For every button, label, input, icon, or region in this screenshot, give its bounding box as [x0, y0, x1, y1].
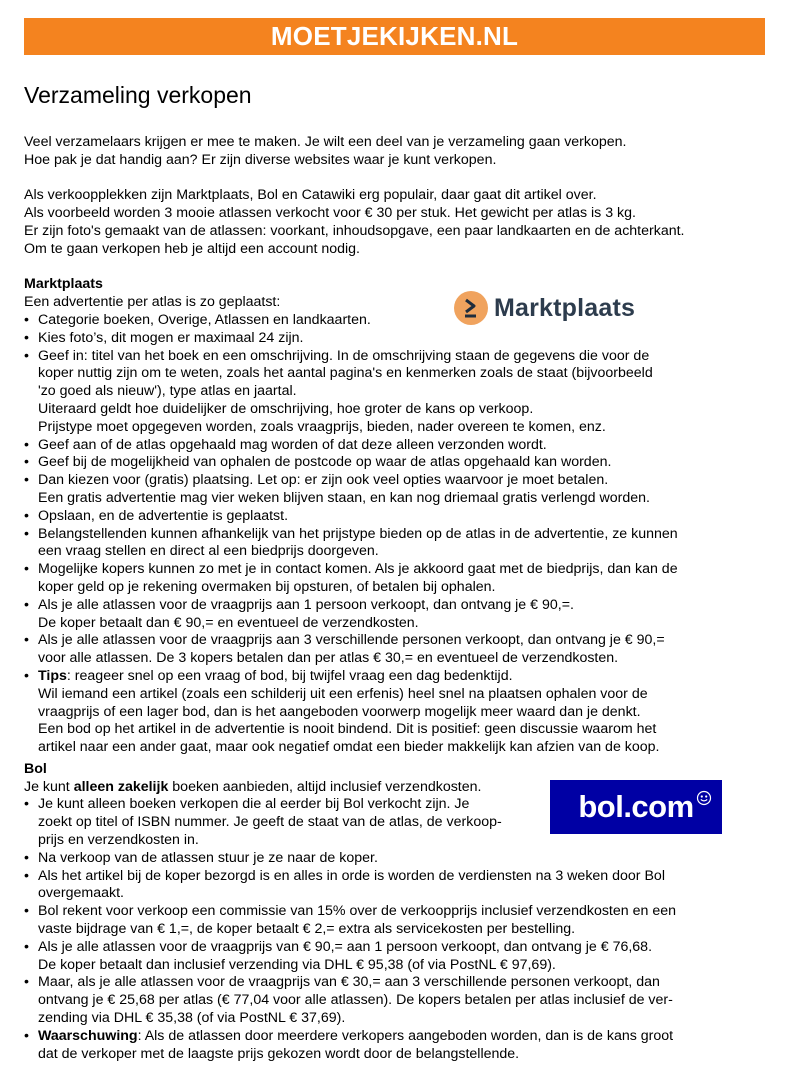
- text-line: • Dan kiezen voor (gratis) plaatsing. Let op: er zijn ook veel opties waarvoor je moet betalen.: [38, 472, 609, 489]
- site-name: MOETJEKIJKEN.NL: [270, 21, 519, 51]
- list-item: [24, 472, 764, 508]
- warning-label: Waarschuwing: [38, 1027, 138, 1044]
- list-item: [24, 668, 764, 757]
- text-line: • Opslaan, en de advertentie is geplaatst.: [38, 507, 289, 524]
- marktplaats-heading: Marktplaats: [24, 276, 103, 293]
- text-line: De koper betaalt dan inclusief verzending via DHL € 95,38 (of via PostNL € 97,69).: [38, 956, 556, 973]
- text-line: • Als je alle atlassen voor de vraagprijs van € 90,= aan 1 persoon verkoopt, dan ontvang je € 76,68.: [38, 938, 653, 955]
- text-line: een vraag stellen en direct al een biedprijs doorgeven.: [38, 543, 379, 560]
- list-item: [24, 330, 764, 348]
- bol-bullet-list: [24, 796, 764, 1027]
- bol-logo-text: bol.com: [578, 789, 694, 824]
- text-line: De koper betaalt dan € 90,= en eventueel de verzendkosten.: [38, 614, 419, 631]
- list-item: [24, 508, 764, 526]
- bol-lead: [24, 779, 764, 797]
- text-line: Prijstype moet opgegeven worden, zoals vraagprijs, bieden, nader overeen te komen, enz.: [38, 418, 606, 435]
- text-line: • Categorie boeken, Overige, Atlassen en landkaarten.: [38, 311, 371, 328]
- marktplaats-tips: [24, 668, 764, 757]
- text-line: : reageer snel op een vraag of bod, bij twijfel vraag een dag bedenktijd.: [66, 667, 513, 684]
- text-line: Om te gaan verkopen heb je altijd een account nodig.: [24, 240, 360, 257]
- list-item: [24, 868, 764, 904]
- text-line: koper nuttig zijn om te weten, zoals het aantal pagina's en kenmerken zoals de staat (bijvoorbeeld: [38, 365, 653, 382]
- marktplaats-lead: Een advertentie per atlas is zo geplaatst:: [24, 294, 281, 311]
- text-line: • Maar, als je alle atlassen voor de vraagprijs van € 30,= aan 3 verschillende personen verkoopt, dan: [38, 974, 660, 991]
- list-item: [24, 850, 764, 868]
- text-line: • Als je alle atlassen voor de vraagprijs aan 1 persoon verkoopt, dan ontvang je € 90,=.: [38, 596, 574, 613]
- list-item: [24, 597, 764, 633]
- text-line: Er zijn foto's gemaakt van de atlassen: voorkant, inhoudsopgave, een paar landkaarten en de achterkant.: [24, 222, 685, 239]
- text-line: voor alle atlassen. De 3 kopers betalen dan per atlas € 30,= en eventueel de verzendkosten.: [38, 650, 619, 667]
- list-item: [24, 1028, 764, 1064]
- text-line: prijs en verzendkosten in.: [38, 832, 199, 849]
- text-span: boeken aanbieden, altijd inclusief verzendkosten.: [168, 778, 482, 795]
- list-item: [24, 526, 764, 562]
- text-line: vaste bijdrage van € 1,=, de koper betaalt € 2,= extra als servicekosten per bestelling.: [38, 921, 576, 938]
- intro-paragraph-2: [24, 187, 764, 258]
- text-line: Een gratis advertentie mag vier weken blijven staan, en kan nog driemaal gratis verlengd worden.: [38, 489, 650, 506]
- list-item: [24, 437, 764, 455]
- text-line: • Mogelijke kopers kunnen zo met je in contact komen. Als je akkoord gaat met de biedprijs, dan kan de: [38, 561, 678, 578]
- text-line: : Als de atlassen door meerdere verkopers aangeboden worden, dan is de kans groot: [137, 1027, 674, 1044]
- list-item: [24, 632, 764, 668]
- text-line: • Geef in: titel van het boek en een omschrijving. In de omschrijving staan de gegevens die voor de: [38, 347, 650, 364]
- list-item: [24, 903, 764, 939]
- text-line: 'zo goed als nieuw'), type atlas en jaartal.: [38, 383, 297, 400]
- page-title: Verzameling verkopen: [24, 82, 252, 108]
- text-line: • Je kunt alleen boeken verkopen die al eerder bij Bol verkocht zijn. Je: [38, 796, 470, 813]
- text-line: ontvang je € 25,68 per atlas (€ 77,04 voor alle atlassen). De kopers betalen per atlas inclusief de ver-: [38, 992, 673, 1009]
- text-line: vraagprijs of een lager bod, dan is het aangeboden voorwerp mogelijk meer waard dan je denkt.: [38, 703, 641, 720]
- text-line: • Kies foto’s, dit mogen er maximaal 24 zijn.: [38, 329, 304, 346]
- bold-span: alleen zakelijk: [73, 778, 169, 795]
- text-line: Een bod op het artikel in de advertentie is nooit bindend. Dit is positief: geen discussie waarom het: [38, 721, 657, 738]
- text-line: Als voorbeeld worden 3 mooie atlassen verkocht voor € 30 per stuk. Het gewicht per atlas is 3 kg.: [24, 205, 636, 222]
- text-line: dat de verkoper met de laagste prijs gekozen wordt door de belangstellende.: [38, 1045, 520, 1062]
- text-span: Je kunt: [24, 778, 74, 795]
- text-line: • Bol rekent voor verkoop een commissie van 15% over de verkoopprijs inclusief verzendkosten en een: [38, 903, 676, 920]
- site-banner: [24, 18, 765, 55]
- intro-paragraph-1: [24, 134, 764, 170]
- text-line: • Als je alle atlassen voor de vraagprijs aan 3 verschillende personen verkoopt, dan ontvang je € 90,=: [38, 632, 665, 649]
- list-item: [24, 796, 548, 849]
- list-item: [24, 454, 764, 472]
- text-line: • Na verkoop van de atlassen stuur je ze naar de koper.: [38, 849, 378, 866]
- marktplaats-logo-text: Marktplaats: [494, 293, 636, 322]
- text-line: Uiteraard geldt hoe duidelijker de omschrijving, hoe groter de kans op verkoop.: [38, 400, 534, 417]
- list-item: [24, 312, 764, 330]
- text-line: Hoe pak je dat handig aan? Er zijn diverse websites waar je kunt verkopen.: [24, 151, 497, 168]
- text-line: • Als het artikel bij de koper bezorgd is en alles in orde is worden de verdiensten na 3 weken door Bol: [38, 867, 665, 884]
- text-line: zending via DHL € 35,38 (of via PostNL € 37,69).: [38, 1010, 346, 1027]
- text-line: Als verkoopplekken zijn Marktplaats, Bol en Catawiki erg populair, daar gaat dit artikel over.: [24, 187, 597, 204]
- text-line: • Belangstellenden kunnen afhankelijk van het prijstype bieden op de atlas in de advertentie, ze kunnen: [38, 525, 678, 542]
- tips-label: Tips: [38, 667, 67, 684]
- text-line: zoekt op titel of ISBN nummer. Je geeft de staat van de atlas, de verkoop-: [38, 814, 502, 831]
- text-line: Wil iemand een artikel (zoals een schilderij uit een erfenis) heel snel na plaatsen ophalen voor de: [38, 685, 648, 702]
- list-item: [24, 939, 764, 975]
- text-line: • Geef aan of de atlas opgehaald mag worden of dat deze alleen verzonden wordt.: [38, 436, 547, 453]
- marktplaats-bullet-list: [24, 312, 764, 668]
- article-body: [24, 134, 764, 1063]
- text-line: • Geef bij de mogelijkheid van ophalen de postcode op waar de atlas opgehaald kan worden.: [38, 454, 612, 471]
- text-line: Veel verzamelaars krijgen er mee te maken. Je wilt een deel van je verzameling gaan verkopen.: [24, 134, 627, 150]
- bol-heading: Bol: [24, 760, 47, 777]
- text-line: artikel naar een ander gaat, maar ook negatief omdat een bieder makkelijk kan afzien van de koop.: [38, 739, 660, 756]
- text-line: koper geld op je rekening overmaken bij opsturen, of betalen bij ophalen.: [38, 578, 496, 595]
- text-line: overgemaakt.: [38, 885, 124, 902]
- list-item: [24, 561, 764, 597]
- list-item: [24, 974, 764, 1027]
- bol-warning: [24, 1028, 764, 1064]
- list-item: [24, 348, 764, 437]
